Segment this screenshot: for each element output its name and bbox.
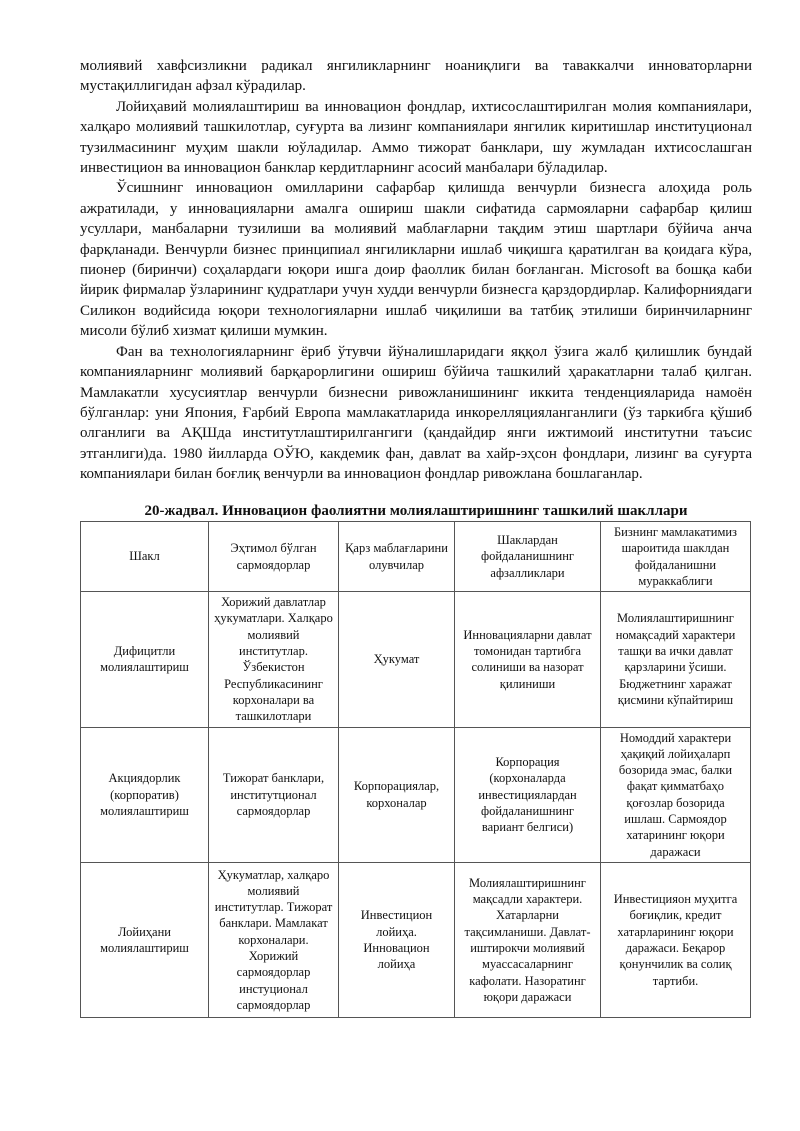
table-cell: Дифицитли молиялаштириш: [81, 592, 209, 727]
paragraph: Фан ва технологияларнинг ёриб ўтувчи йўналишларидаги яққол ўзига жалб қилишлик бундай компанияларнинг молиявий барқарорлигини ошириш бўйича ташкилий ҳаракатларни талаб қилган. Мамлакатли хусусиятлар венчурли бизнесни ривожланишининг иккита тенденцияларида намоён бўлганлар: уни Япония, Ғарбий Европа мамлакатларида инкорелляцияланганлиги (ўз таркибга қўшиб олганлиги ва АҚШда институтлаштирилгангиги (қандайдир янги ижтимоий институтни таъсис этганлиги)да. 1980 йилларда ОЎЮ, какдемик фан, давлат ва хайр-эҳсон фондлари, лизинг ва суғурта компаниялари билан боғлиқ венчурли ва инновацион фондлар ривожлана бошлаганлар.: [80, 343, 752, 483]
table-row: [81, 727, 751, 862]
table-cell: Акциядорлик (корпоратив) молиялаштириш: [81, 727, 209, 862]
table-cell: Молиялаштиришнинг номақсадий характери ташқи ва ички давлат қарзларини ўсиши. Бюджетнинг харажат қисмини кўпайтириш: [601, 592, 751, 727]
paragraph: Ўсишнинг инновацион омилларини сафарбар қилишда венчурли бизнесга алоҳида роль ажратилади, у инновацияларни амалга ошириш шакли сифатида сармояларни сафарбар қилиш усуллари, манбаларни тузилиши ва молиявий маблағларни тақдим этиш шартлари бўйича анча фарқланади. Венчурли бизнес принципиал янгиликларни ишлаб чиқишга қаратилган ва қоидага кўра, пионер (биринчи) соҳалардаги юқори ишга доир фаоллик билан боғланган. Microsoft ва бошқа каби йирик фирмалар ўзларининг қудратлари учун худди венчурли бизнесга қарздордирлар. Калифорниядаги Силикон водийсида юқори технологияларни ишлаб чиқилиши ва татбиқ этилиши биринчиларнинг мисоли бўлиб хизмат қилиши мумкин.: [80, 180, 752, 340]
header-cell: Эҳтимол бўлган сармоядорлар: [209, 522, 339, 592]
table-title: 20-жадвал. Инновацион фаолиятни молиялаштиришнинг ташкилий шакллари: [144, 503, 688, 519]
paragraph: молиявий хавфсизликни радикал янгиликларнинг ноаниқлиги ва таваккалчи инноваторларни мустақиллигидан афзал кўрадилар.: [80, 58, 752, 95]
header-cell: Қарз маблағларини олувчилар: [339, 522, 455, 592]
table-header-row: [81, 522, 751, 592]
table-cell: Инвестицияон муҳитга боғиқлик, кредит хатарларининг юқори даражаси. Беқарор қонунчилик ва солиқ тартиби.: [601, 862, 751, 1017]
table-cell: Хорижий давлатлар ҳукуматлари. Халқаро молиявий институтлар. Ўзбекистон Республикасининг корхоналари ва ташкилотлари: [209, 592, 339, 727]
table-cell: Инвестицион лойиҳа. Инновацион лойиҳа: [339, 862, 455, 1017]
header-cell: Бизнинг мамлакатимиз шароитида шаклдан фойдаланишни мураккаблиги: [601, 522, 751, 592]
table-cell: Молиялаштиришнинг мақсадли характери. Хатарларни тақсимланиши. Давлат-иштирокчи молиявий муассасаларнинг кафолати. Назоратинг юқори даражаси: [455, 862, 601, 1017]
table-cell: Инновацияларни давлат томонидан тартибга солиниши ва назорат қилиниши: [455, 592, 601, 727]
table-cell: Номоддий характери ҳақиқий лойиҳаларп бозорида эмас, балки фақат қимматбаҳо қоғозлар бозорида ишлаш. Сармоядор хатарининг юқори даражаси: [601, 727, 751, 862]
financing-forms-table: [80, 521, 751, 1018]
table-cell: Ҳукумат: [339, 592, 455, 727]
table-row: [81, 862, 751, 1017]
table-row: [81, 592, 751, 727]
header-cell: Шакл: [81, 522, 209, 592]
table-cell: Корпорациялар, корхоналар: [339, 727, 455, 862]
table-cell: Тижорат банклари, институтционал сармоядорлар: [209, 727, 339, 862]
table-cell: Корпорация (корхоналарда инвестициялардан фойдаланишнинг вариант белгиси): [455, 727, 601, 862]
body-text: [80, 56, 752, 485]
table-cell: Ҳукуматлар, халқаро молиявий институтлар. Тижорат банклари. Мамлакат корхоналари. Хорижий сармоядорлар инстуционал сармоядорлар: [209, 862, 339, 1017]
table-cell: Лойиҳани молиялаштириш: [81, 862, 209, 1017]
paragraph: Лойиҳавий молиялаштириш ва инновацион фондлар, ихтисослаштирилган молия компаниялари, халқаро молиявий ташкилотлар, суғурта ва лизинг компаниялари янгилик киритишлар институционал тузилмасининг муҳим шакли юўладилар. Аммо тижорат банклари, шу жумладан ихтисослашган инвестицион ва инновацион банклар кердитларнинг асосий манбалари бўладилар.: [80, 98, 752, 177]
header-cell: Шаклардан фойдаланишнинг афзалликлари: [455, 522, 601, 592]
